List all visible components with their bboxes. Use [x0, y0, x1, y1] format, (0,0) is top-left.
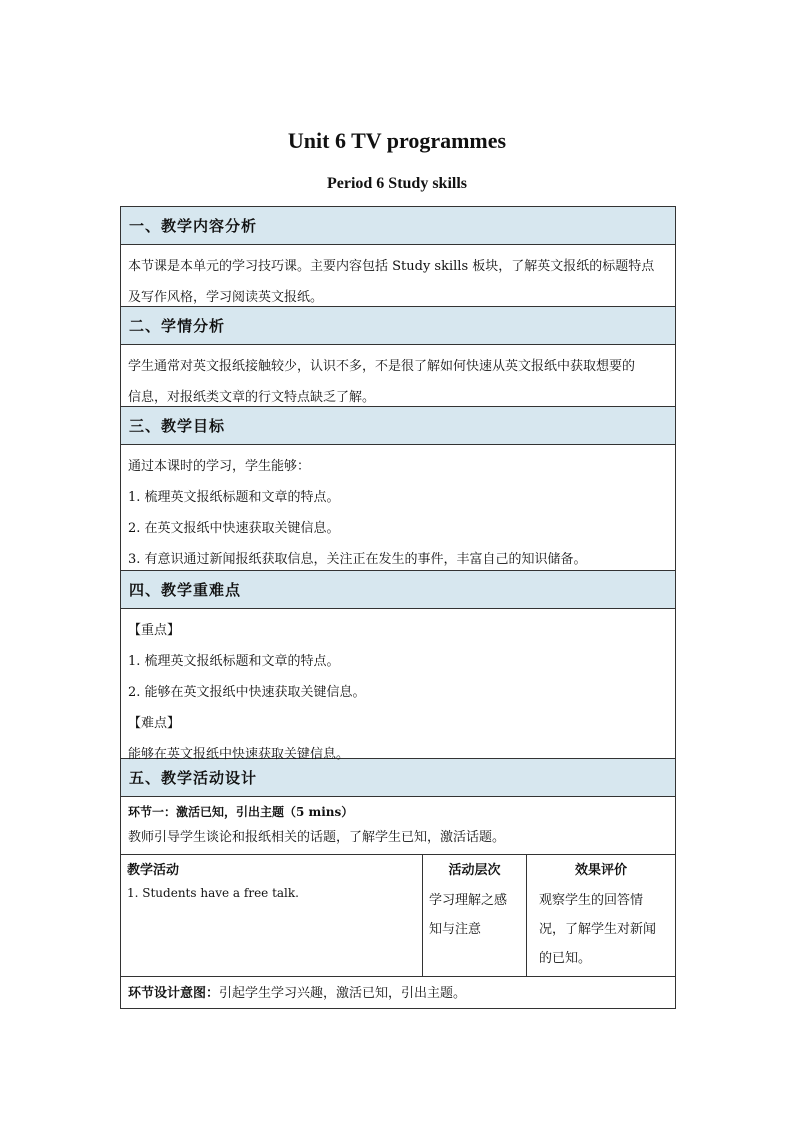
text-line: 能够在英文报纸中快速获取关键信息。 — [128, 747, 350, 762]
stage-one-description: 教师引导学生谈论和报纸相关的话题，了解学生已知，激活话题。 — [128, 830, 506, 845]
section-heading-objectives: 三、教学目标 — [121, 407, 675, 445]
section-body-learner-analysis — [121, 345, 675, 407]
design-intent — [121, 977, 675, 1009]
level-line: 学习理解之感 — [429, 893, 508, 908]
activity-table — [121, 855, 675, 977]
text-line: 1. 梳理英文报纸标题和文章的特点。 — [128, 490, 340, 505]
text-line: 学生通常对英文报纸接触较少，认识不多，不是很了解如何快速从英文报纸中获取想要的 — [128, 359, 636, 374]
evaluation-header: 效果评价 — [574, 863, 627, 878]
section-heading-content-analysis: 一、教学内容分析 — [121, 207, 675, 245]
evaluation-line: 况，了解学生对新闻 — [539, 922, 657, 937]
text-line: 本节课是本单元的学习技巧课。主要内容包括 Study skills 板块，了解英文报纸的标题特点 — [128, 259, 655, 274]
text-line: 通过本课时的学习，学生能够： — [128, 459, 311, 474]
level-line: 知与注意 — [429, 922, 482, 937]
section-body-key-points — [121, 609, 675, 762]
text-line: 2. 能够在英文报纸中快速获取关键信息。 — [128, 685, 366, 700]
text-line: 【重点】 — [128, 623, 181, 638]
evaluation-line: 的已知。 — [539, 951, 592, 966]
section-body-objectives — [121, 445, 675, 571]
section-heading-activity-design: 五、教学活动设计 — [121, 759, 675, 797]
text-line: 及写作风格，学习阅读英文报纸。 — [128, 290, 324, 305]
text-line: 信息，对报纸类文章的行文特点缺乏了解。 — [128, 390, 376, 405]
design-intent-label: 环节设计意图： — [128, 986, 220, 1001]
evaluation-line: 观察学生的回答情 — [539, 893, 644, 908]
text-line: 1. 梳理英文报纸标题和文章的特点。 — [128, 654, 340, 669]
level-header: 活动层次 — [448, 863, 501, 878]
design-intent-text: 引起学生学习兴趣，激活已知，引出主题。 — [219, 986, 467, 1001]
section-heading-key-points: 四、教学重难点 — [121, 571, 675, 609]
lesson-plan-table — [120, 206, 676, 1009]
activity-column — [121, 855, 423, 976]
document-title: Unit 6 TV programmes — [287, 128, 507, 153]
section-body-content-analysis — [121, 245, 675, 307]
document-subtitle: Period 6 Study skills — [326, 175, 468, 192]
stage-one — [121, 797, 675, 855]
text-line: 3. 有意识通过新闻报纸获取信息，关注正在发生的事件，丰富自己的知识储备。 — [128, 552, 587, 567]
activity-header: 教学活动 — [127, 863, 180, 878]
level-column — [423, 855, 527, 976]
text-line: 【难点】 — [128, 716, 181, 731]
evaluation-column — [527, 855, 675, 976]
activity-item: 1. Students have a free talk. — [127, 886, 299, 900]
text-line: 2. 在英文报纸中快速获取关键信息。 — [128, 521, 340, 536]
section-heading-learner-analysis: 二、学情分析 — [121, 307, 675, 345]
stage-one-title: 环节一：激活已知，引出主题（5 mins） — [128, 805, 354, 819]
